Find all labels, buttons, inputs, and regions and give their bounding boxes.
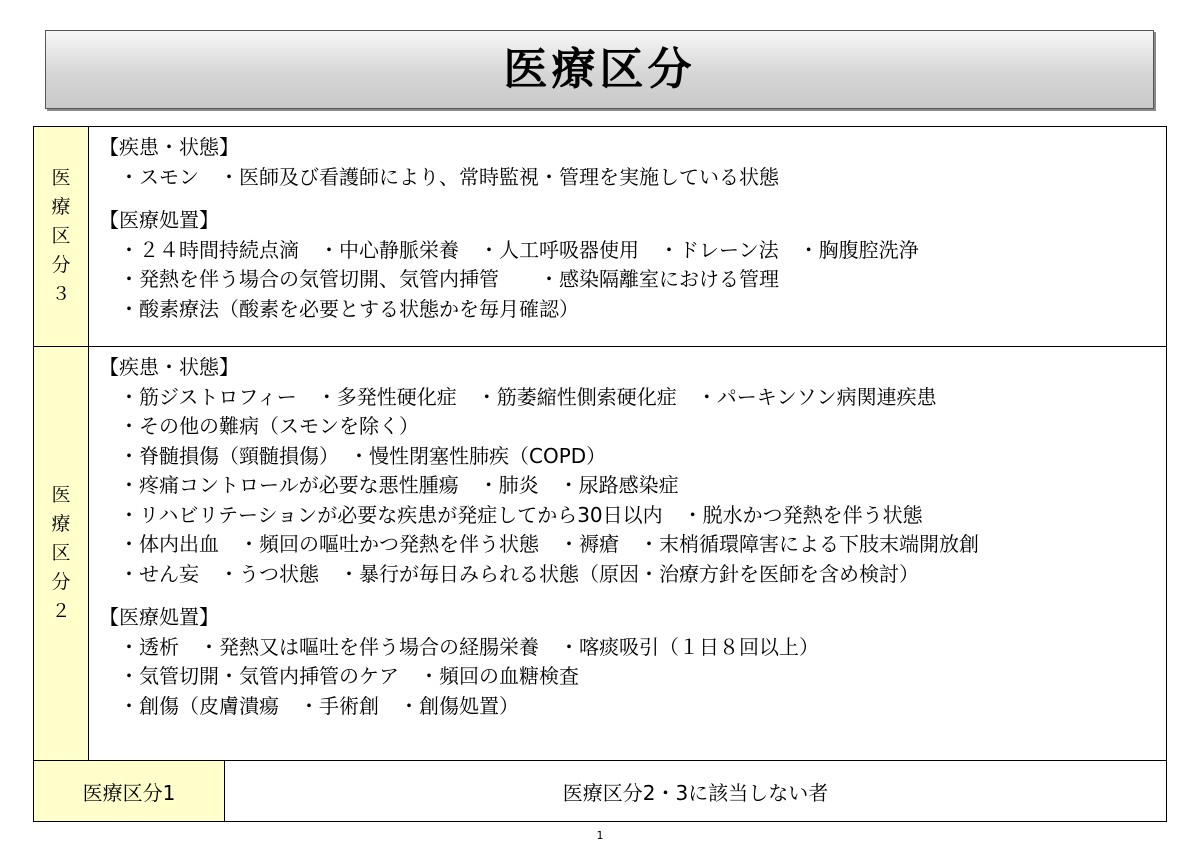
label-cell-kubun-3	[34, 127, 89, 346]
content-kubun-1: 医療区分2・3に該当しない者	[562, 780, 829, 805]
section-procedures	[99, 206, 1166, 324]
list-item: ・透析 ・発熱又は嘔吐を伴う場合の経腸栄養 ・喀痰吸引（１日８回以上）	[119, 634, 819, 659]
page-number: 1	[596, 829, 604, 842]
list-item: ・スモン ・医師及び看護師により、常時監視・管理を実施している状態	[119, 164, 779, 189]
section-heading: 【疾患・状態】	[99, 355, 239, 379]
list-item: ・酸素療法（酸素を必要とする状態かを毎月確認）	[119, 296, 579, 321]
section-heading: 【医療処置】	[99, 208, 219, 232]
section-heading: 【医療処置】	[99, 605, 219, 629]
section-spacer	[99, 192, 1166, 206]
content-cell-kubun-2	[89, 347, 1166, 760]
section-heading: 【疾患・状態】	[99, 135, 239, 159]
section-spacer	[99, 589, 1166, 603]
row-kubun-1	[34, 761, 1166, 821]
list-item: ・創傷（皮膚潰瘍 ・手術創 ・創傷処置）	[119, 693, 519, 718]
list-item: ・発熱を伴う場合の気管切開、気管内挿管 ・感染隔離室における管理	[119, 267, 779, 291]
content-cell-kubun-3	[89, 127, 1166, 346]
list-item: ・その他の難病（スモンを除く）	[119, 414, 419, 438]
list-item: ・せん妄 ・うつ状態 ・暴行が毎日みられる状態（原因・治療方針を医師を含め検討）	[119, 561, 919, 586]
label-kubun-1: 医療区分1	[34, 761, 225, 821]
list-item: ・２４時間持続点滴 ・中心静脈栄養 ・人工呼吸器使用 ・ドレーン法 ・胸腹腔洗浄	[119, 237, 919, 262]
page-title: 医療区分	[503, 43, 696, 95]
list-item: ・疼痛コントロールが必要な悪性腫瘍 ・肺炎 ・尿路感染症	[119, 473, 679, 497]
label-kubun-2: 医療区分２	[51, 484, 71, 622]
list-item: ・筋ジストロフィー ・多発性硬化症 ・筋萎縮性側索硬化症 ・パーキンソン病関連疾患	[119, 384, 937, 409]
row-kubun-2	[34, 347, 1166, 761]
section-procedures	[99, 603, 1166, 721]
list-item: ・脊髄損傷（頸髄損傷） ・慢性閉塞性肺疾（COPD）	[119, 443, 607, 468]
list-item: ・リハビリテーションが必要な疾患が発症してから30日以内 ・脱水かつ発熱を伴う状態	[119, 502, 923, 527]
list-item: ・体内出血 ・頻回の嘔吐かつ発熱を伴う状態 ・褥瘡 ・末梢循環障害による下肢末端開放創	[119, 532, 979, 556]
section-conditions	[99, 133, 1166, 192]
label-kubun-3: 医療区分３	[51, 167, 71, 305]
section-conditions	[99, 353, 1166, 589]
classification-table	[33, 126, 1167, 822]
label-cell-kubun-2	[34, 347, 89, 760]
title-banner	[45, 30, 1154, 109]
row-kubun-3	[34, 127, 1166, 347]
list-item: ・気管切開・気管内挿管のケア ・頻回の血糖検査	[119, 664, 579, 688]
